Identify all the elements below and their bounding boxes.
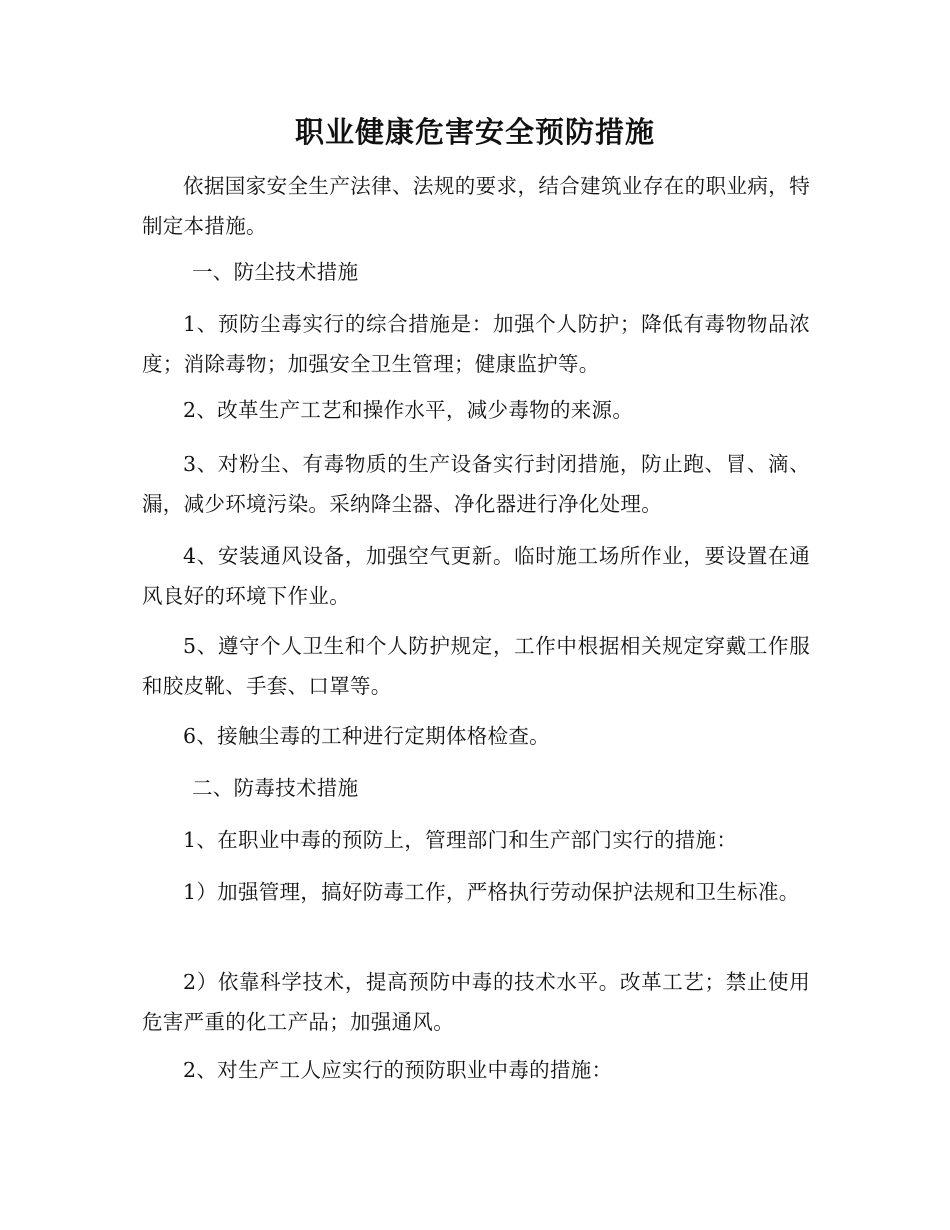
list-item: 1、在职业中毒的预防上，管理部门和生产部门实行的措施： bbox=[183, 828, 738, 852]
list-item: 1、预防尘毒实行的综合措施是：加强个人防护；降低有毒物物品浓度；消除毒物；加强安全卫生管理；健康监护等。 bbox=[142, 312, 810, 376]
list-item: 6、接触尘毒的工种进行定期体格检查。 bbox=[183, 724, 550, 748]
list-item: 2、改革生产工艺和操作水平，减少毒物的来源。 bbox=[183, 398, 634, 422]
list-item: 2、对生产工人应实行的预防职业中毒的措施： bbox=[183, 1058, 613, 1082]
list-item: 5、遵守个人卫生和个人防护规定，工作中根据相关规定穿戴工作服和胶皮靴、手套、口罩等。 bbox=[142, 634, 810, 698]
list-item: 2）依靠科学技术，提高预防中毒的技术水平。改革工艺；禁止使用危害严重的化工产品；加强通风。 bbox=[142, 970, 810, 1034]
document-title: 职业健康危害安全预防措施 bbox=[294, 115, 655, 149]
section-heading-dust: 一、防尘技术措施 bbox=[192, 260, 359, 284]
list-item: 4、安装通风设备，加强空气更新。临时施工场所作业，要设置在通风良好的环境下作业。 bbox=[142, 544, 810, 608]
intro-paragraph: 依据国家安全生产法律、法规的要求，结合建筑业存在的职业病，特制定本措施。 bbox=[142, 174, 810, 238]
section-heading-toxic: 二、防毒技术措施 bbox=[192, 776, 359, 800]
list-item: 3、对粉尘、有毒物质的生产设备实行封闭措施，防止跑、冒、滴、漏，减少环境污染。采纳降尘器、净化器进行净化处理。 bbox=[142, 452, 810, 516]
list-item: 1）加强管理，搞好防毒工作，严格执行劳动保护法规和卫生标准。 bbox=[183, 880, 800, 904]
